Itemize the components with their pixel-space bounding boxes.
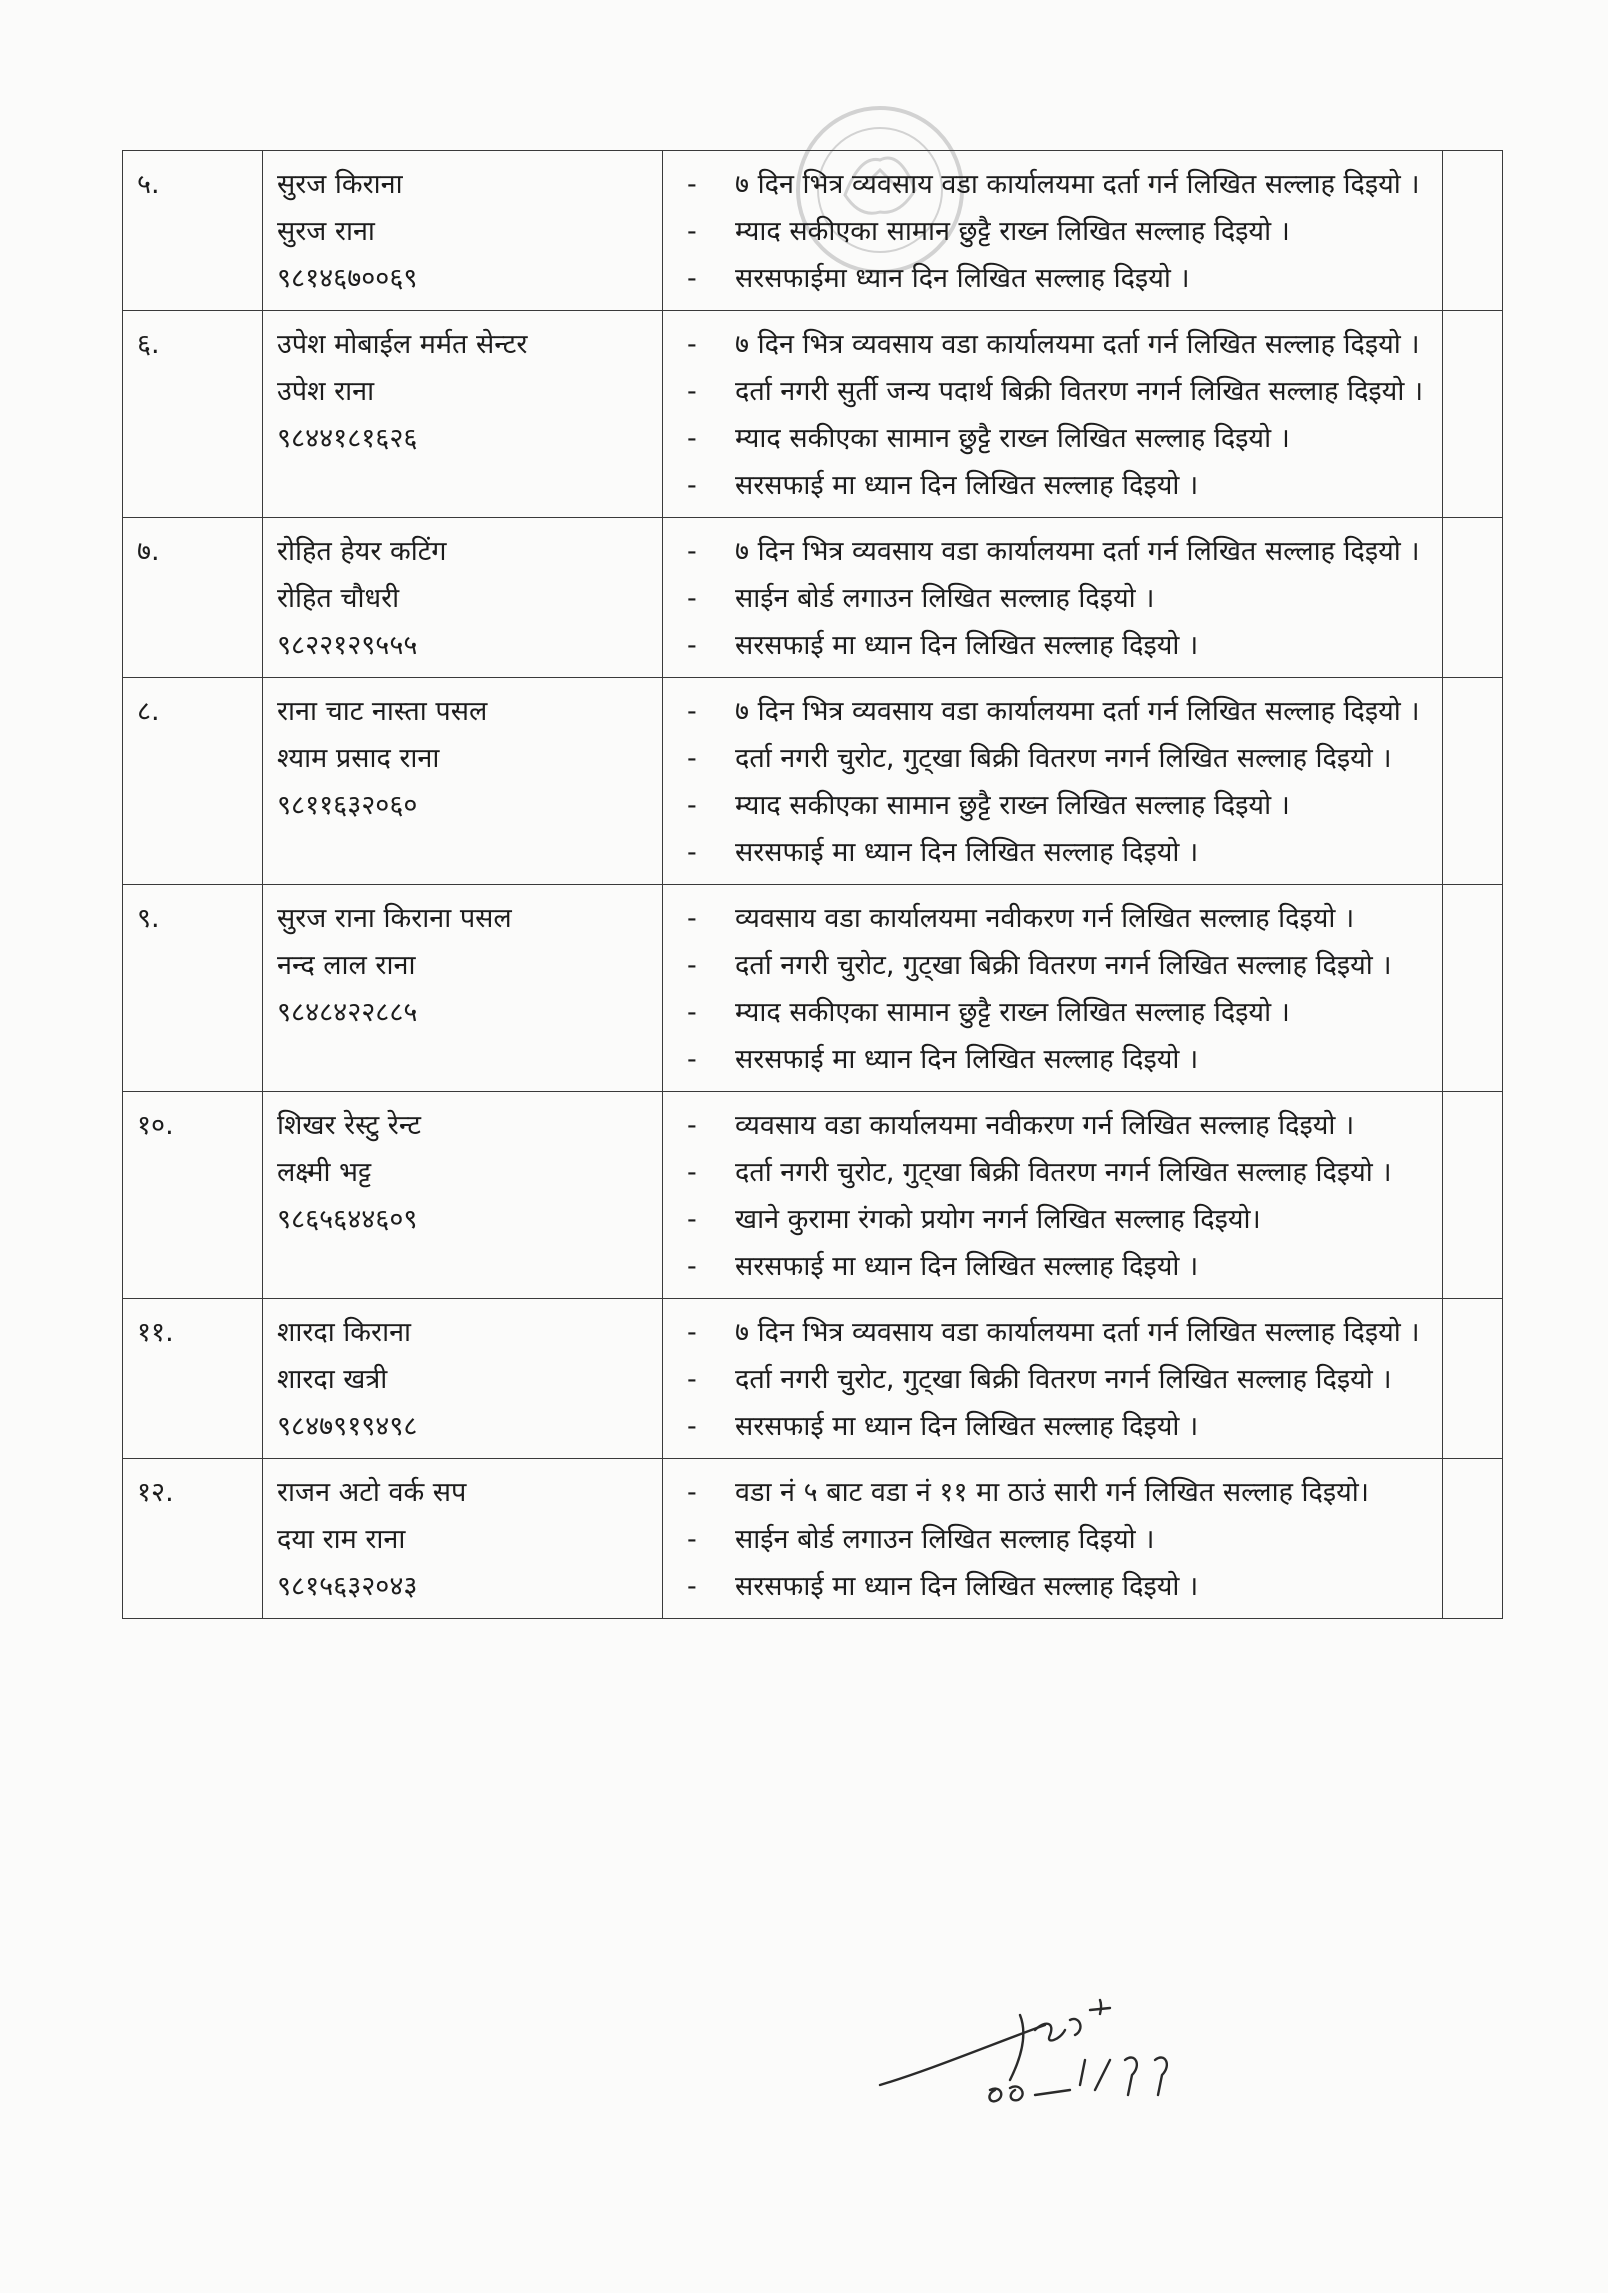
business-name: सुरज राना किराना पसल xyxy=(277,903,512,934)
business-name: उपेश मोबाईल मर्मत सेन्टर xyxy=(277,329,528,360)
advice-list xyxy=(677,161,1428,302)
advice-cell xyxy=(663,1459,1443,1619)
advice-list xyxy=(677,528,1428,669)
phone-number: ९८४८४२२८८५ xyxy=(277,997,418,1028)
business-name: राजन अटो वर्क सप xyxy=(277,1477,467,1508)
table-row xyxy=(123,311,1503,518)
advice-cell xyxy=(663,151,1443,311)
serial-number: ८. xyxy=(123,678,263,885)
business-details xyxy=(263,311,663,518)
advice-cell xyxy=(663,885,1443,1092)
business-name: शारदा किराना xyxy=(277,1317,412,1348)
advice-cell xyxy=(663,1299,1443,1459)
advice-item: - सरसफाई मा ध्यान दिन लिखित सल्लाह दिइयो । xyxy=(677,1036,1428,1083)
phone-number: ९८१४६७००६९ xyxy=(277,263,418,294)
blank-cell xyxy=(1443,1092,1503,1299)
advice-item: - सरसफाई मा ध्यान दिन लिखित सल्लाह दिइयो । xyxy=(677,1403,1428,1450)
advice-item: - दर्ता नगरी चुरोट, गुट्खा बिक्री वितरण नगर्न लिखित सल्लाह दिइयो । xyxy=(677,735,1428,782)
advice-item: - दर्ता नगरी चुरोट, गुट्खा बिक्री वितरण नगर्न लिखित सल्लाह दिइयो । xyxy=(677,942,1428,989)
advice-item: - म्याद सकीएका सामान छुट्टै राख्न लिखित सल्लाह दिइयो । xyxy=(677,415,1428,462)
business-details xyxy=(263,885,663,1092)
advice-item: - ७ दिन भित्र व्यवसाय वडा कार्यालयमा दर्ता गर्न लिखित सल्लाह दिइयो । xyxy=(677,688,1428,735)
advice-cell xyxy=(663,311,1443,518)
advice-item: - दर्ता नगरी चुरोट, गुट्खा बिक्री वितरण नगर्न लिखित सल्लाह दिइयो । xyxy=(677,1149,1428,1196)
blank-cell xyxy=(1443,1459,1503,1619)
phone-number: ९८१५६३२०४३ xyxy=(277,1571,418,1602)
advice-item: - म्याद सकीएका सामान छुट्टै राख्न लिखित सल्लाह दिइयो । xyxy=(677,208,1428,255)
advice-item: - दर्ता नगरी चुरोट, गुट्खा बिक्री वितरण नगर्न लिखित सल्लाह दिइयो । xyxy=(677,1356,1428,1403)
phone-number: ९८६५६४४६०९ xyxy=(277,1204,418,1235)
owner-name: सुरज राना xyxy=(277,216,375,247)
table-row xyxy=(123,151,1503,311)
advice-item: - म्याद सकीएका सामान छुट्टै राख्न लिखित सल्लाह दिइयो । xyxy=(677,782,1428,829)
phone-number: ९८४४१८१६२६ xyxy=(277,423,418,454)
serial-number: ५. xyxy=(123,151,263,311)
advice-item: - सरसफाई मा ध्यान दिन लिखित सल्लाह दिइयो । xyxy=(677,829,1428,876)
inspection-table xyxy=(122,150,1503,1619)
advice-list xyxy=(677,688,1428,876)
business-name: रोहित हेयर कटिंग xyxy=(277,536,447,567)
advice-item: - व्यवसाय वडा कार्यालयमा नवीकरण गर्न लिखित सल्लाह दिइयो । xyxy=(677,895,1428,942)
advice-list xyxy=(677,1309,1428,1450)
advice-item: - साईन बोर्ड लगाउन लिखित सल्लाह दिइयो । xyxy=(677,1516,1428,1563)
business-name: शिखर रेस्टु रेन्ट xyxy=(277,1110,421,1141)
advice-cell xyxy=(663,678,1443,885)
table-row xyxy=(123,1299,1503,1459)
advice-cell xyxy=(663,1092,1443,1299)
advice-item: - सरसफाई मा ध्यान दिन लिखित सल्लाह दिइयो । xyxy=(677,1563,1428,1610)
business-details xyxy=(263,1459,663,1619)
advice-item: - दर्ता नगरी सुर्ती जन्य पदार्थ बिक्री वितरण नगर्न लिखित सल्लाह दिइयो । xyxy=(677,368,1428,415)
business-details xyxy=(263,518,663,678)
serial-number: ६. xyxy=(123,311,263,518)
business-details xyxy=(263,151,663,311)
business-details xyxy=(263,678,663,885)
advice-list xyxy=(677,1469,1428,1610)
advice-item: - ७ दिन भित्र व्यवसाय वडा कार्यालयमा दर्ता गर्न लिखित सल्लाह दिइयो । xyxy=(677,528,1428,575)
advice-list xyxy=(677,1102,1428,1290)
owner-name: श्याम प्रसाद राना xyxy=(277,743,440,774)
business-name: राना चाट नास्ता पसल xyxy=(277,696,488,727)
business-name: सुरज किराना xyxy=(277,169,403,200)
advice-item: - ७ दिन भित्र व्यवसाय वडा कार्यालयमा दर्ता गर्न लिखित सल्लाह दिइयो । xyxy=(677,321,1428,368)
blank-cell xyxy=(1443,151,1503,311)
owner-name: उपेश राना xyxy=(277,376,375,407)
owner-name: नन्द लाल राना xyxy=(277,950,416,981)
business-details xyxy=(263,1092,663,1299)
business-details xyxy=(263,1299,663,1459)
advice-item: - ७ दिन भित्र व्यवसाय वडा कार्यालयमा दर्ता गर्न लिखित सल्लाह दिइयो । xyxy=(677,161,1428,208)
blank-cell xyxy=(1443,1299,1503,1459)
advice-item: - व्यवसाय वडा कार्यालयमा नवीकरण गर्न लिखित सल्लाह दिइयो । xyxy=(677,1102,1428,1149)
advice-item: - खाने कुरामा रंगको प्रयोग नगर्न लिखित सल्लाह दिइयो। xyxy=(677,1196,1428,1243)
table-row xyxy=(123,885,1503,1092)
advice-item: - म्याद सकीएका सामान छुट्टै राख्न लिखित सल्लाह दिइयो । xyxy=(677,989,1428,1036)
serial-number: १२. xyxy=(123,1459,263,1619)
advice-item: - साईन बोर्ड लगाउन लिखित सल्लाह दिइयो । xyxy=(677,575,1428,622)
advice-item: - वडा नं ५ बाट वडा नं ११ मा ठाउं सारी गर्न लिखित सल्लाह दिइयो। xyxy=(677,1469,1428,1516)
owner-name: दया राम राना xyxy=(277,1524,406,1555)
advice-item: - सरसफाई मा ध्यान दिन लिखित सल्लाह दिइयो । xyxy=(677,462,1428,509)
table-row xyxy=(123,1092,1503,1299)
owner-name: रोहित चौधरी xyxy=(277,583,400,614)
phone-number: ९८२२१२९५५५ xyxy=(277,630,418,661)
blank-cell xyxy=(1443,311,1503,518)
serial-number: ९. xyxy=(123,885,263,1092)
serial-number: १०. xyxy=(123,1092,263,1299)
serial-number: ७. xyxy=(123,518,263,678)
blank-cell xyxy=(1443,678,1503,885)
advice-list xyxy=(677,321,1428,509)
table-row xyxy=(123,1459,1503,1619)
handwritten-signature xyxy=(870,1990,1250,2120)
advice-item: - सरसफाईमा ध्यान दिन लिखित सल्लाह दिइयो । xyxy=(677,255,1428,302)
serial-number: ११. xyxy=(123,1299,263,1459)
owner-name: शारदा खत्री xyxy=(277,1364,388,1395)
blank-cell xyxy=(1443,885,1503,1092)
phone-number: ९८११६३२०६० xyxy=(277,790,418,821)
table-row xyxy=(123,678,1503,885)
advice-cell xyxy=(663,518,1443,678)
advice-item: - ७ दिन भित्र व्यवसाय वडा कार्यालयमा दर्ता गर्न लिखित सल्लाह दिइयो । xyxy=(677,1309,1428,1356)
advice-list xyxy=(677,895,1428,1083)
phone-number: ९८४७९१९४९८ xyxy=(277,1411,418,1442)
owner-name: लक्ष्मी भट्ट xyxy=(277,1157,372,1188)
advice-item: - सरसफाई मा ध्यान दिन लिखित सल्लाह दिइयो । xyxy=(677,1243,1428,1290)
blank-cell xyxy=(1443,518,1503,678)
table-row xyxy=(123,518,1503,678)
advice-item: - सरसफाई मा ध्यान दिन लिखित सल्लाह दिइयो । xyxy=(677,622,1428,669)
